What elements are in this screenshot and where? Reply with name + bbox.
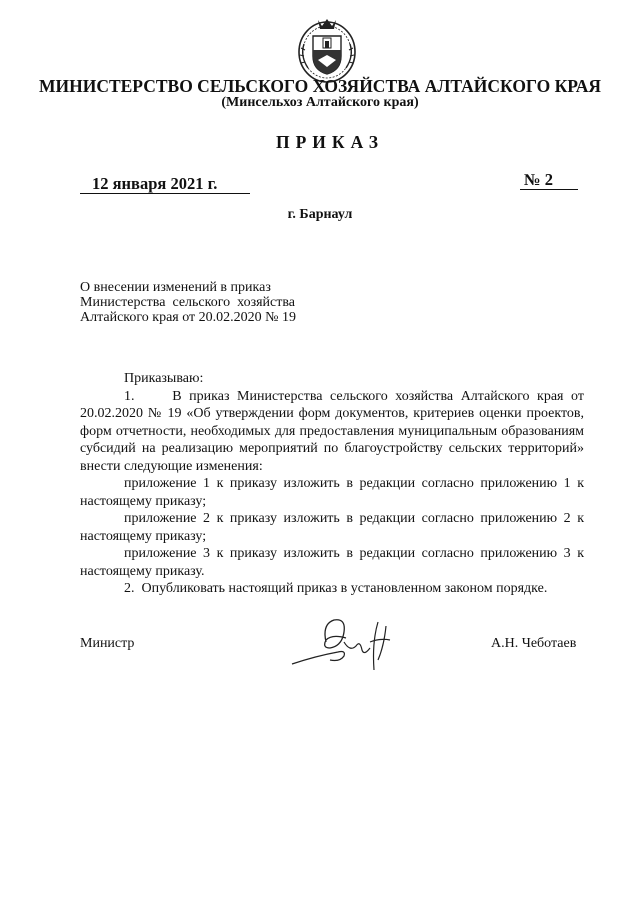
document-body bbox=[80, 370, 588, 598]
change-2: приложение 2 к приказу изложить в редакции согласно приложению 2 к настоящему приказу; bbox=[80, 511, 584, 544]
item-2: 2. Опубликовать настоящий приказ в установленном законом порядке. bbox=[124, 581, 548, 596]
subject-line: Алтайского края от 20.02.2020 № 19 bbox=[80, 310, 297, 325]
intro-paragraph: Приказываю: bbox=[124, 371, 204, 386]
document-type: ПРИКАЗ bbox=[275, 132, 385, 152]
subject-line: О внесении изменений в приказ bbox=[80, 280, 271, 295]
subject-block bbox=[80, 280, 296, 325]
signatory-title: Министр bbox=[80, 636, 135, 651]
ministry-name: МИНИСТЕРСТВО СЕЛЬСКОГО ХОЗЯЙСТВА АЛТАЙСКОГО КРАЯ bbox=[38, 76, 602, 96]
item-1: 1. В приказ Министерства сельского хозяйства Алтайского края от 20.02.2020 № 19 «Об утверждении форм документов, критериев оценки проектов, форм отчетности, необходимых для предоставления муниципальным образованиям субсидий на реализацию мероприятий по благоустройству сельских территорий» внести следующие изменения: bbox=[80, 388, 588, 474]
ministry-short-name: (Минсельхоз Алтайского края) bbox=[221, 95, 419, 110]
change-3: приложение 3 к приказу изложить в редакции согласно приложению 3 к настоящему приказу. bbox=[80, 546, 584, 579]
subject-line: Министерства сельского хозяйства bbox=[80, 295, 296, 310]
signatory-name: А.Н. Чеботаев bbox=[491, 636, 577, 651]
change-1: приложение 1 к приказу изложить в редакции согласно приложению 1 к настоящему приказу; bbox=[80, 476, 584, 509]
city: г. Барнаул bbox=[287, 207, 353, 222]
document-date: 12 января 2021 г. bbox=[80, 174, 250, 194]
document-number: № 2 bbox=[520, 170, 578, 190]
coat-of-arms-icon bbox=[296, 14, 358, 84]
handwritten-signature bbox=[286, 612, 398, 676]
